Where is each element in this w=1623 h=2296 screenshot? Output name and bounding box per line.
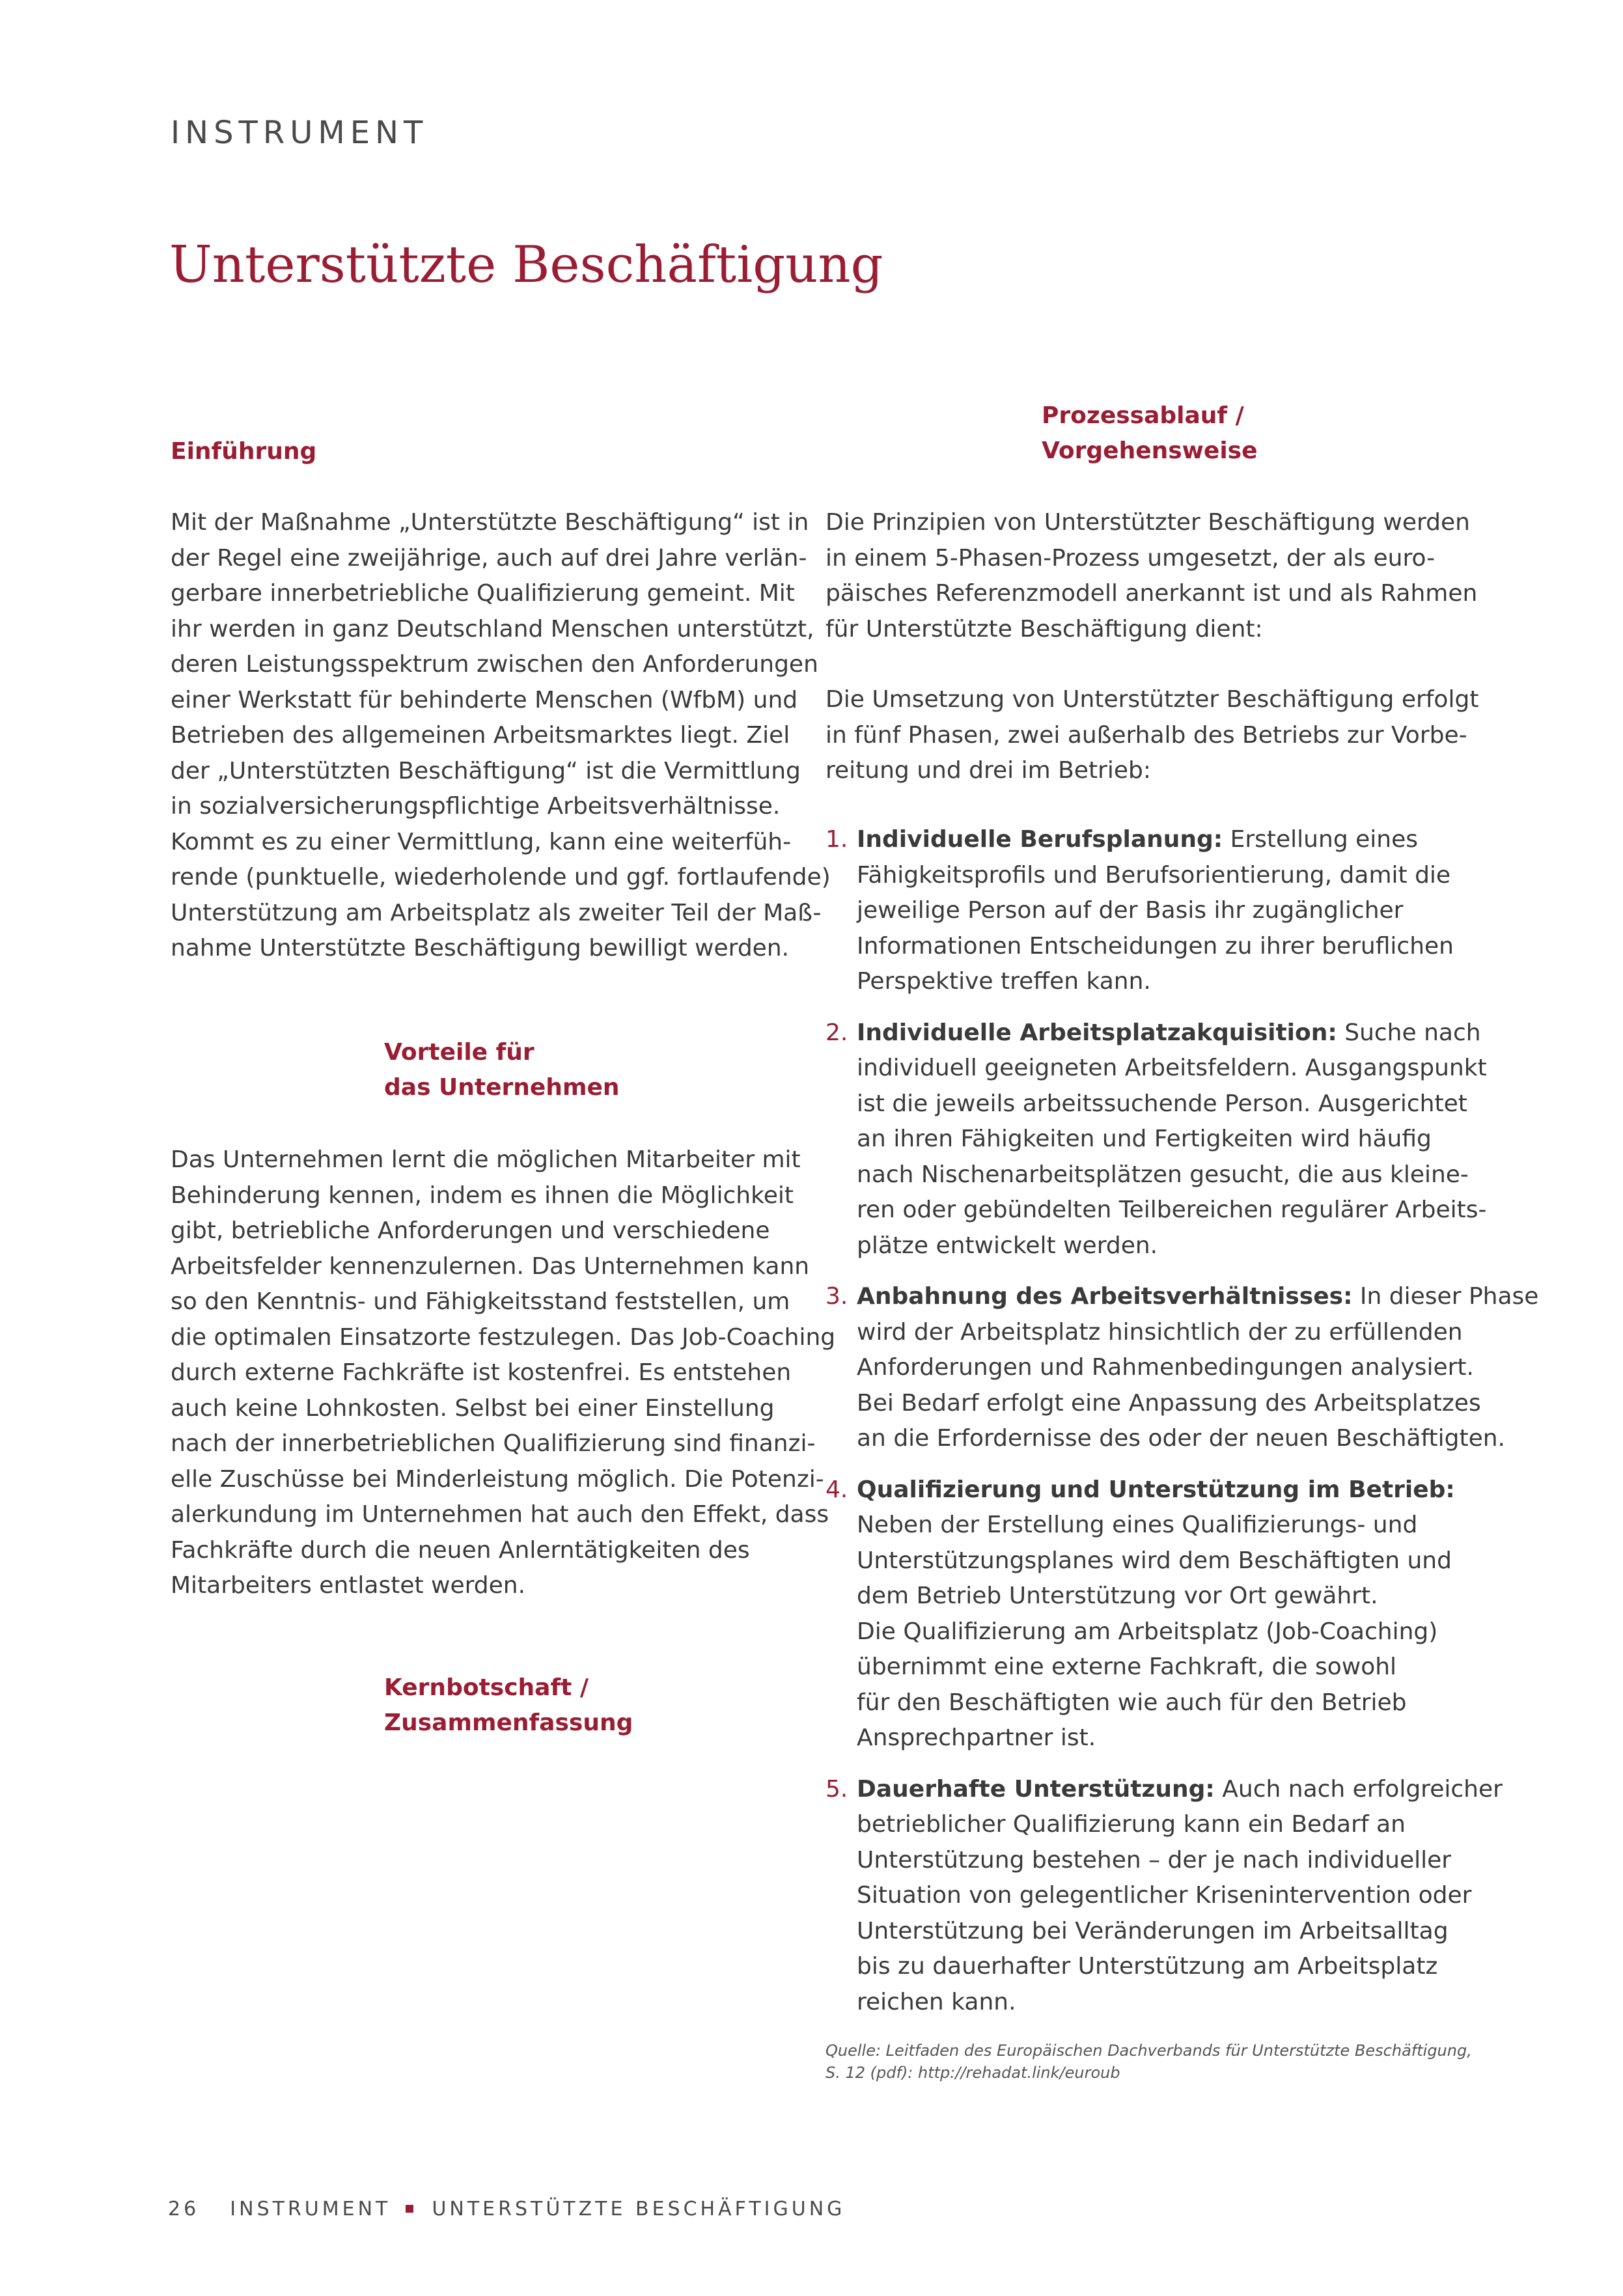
phase-first-line (857, 1016, 1481, 1051)
phase-title: Anbahnung des Arbeitsverhältnisses: (857, 1283, 1353, 1310)
section-kicker: INSTRUMENT (171, 115, 428, 151)
phase-text-line: Perspektive treffen kann. (857, 968, 1151, 995)
square-bullet-icon (406, 2205, 413, 2213)
heading-line: das Unternehmen (384, 1074, 620, 1101)
advantages-heading (384, 1035, 620, 1105)
process-phases-paragraph (825, 682, 1478, 789)
paragraph-line: gerbare innerbetriebliche Qualifizierung gemeint. Mit (171, 580, 795, 607)
paragraph-line: reitung und drei im Betrieb: (825, 757, 1151, 784)
paragraph-line: deren Leistungsspektrum zwischen den Anforderungen (171, 651, 818, 678)
phase-title: Individuelle Berufsplanung: (857, 826, 1223, 853)
phase-text-line: jeweilige Person auf der Basis ihr zugänglicher (857, 897, 1404, 924)
paragraph-line: in fünf Phasen, zwei außerhalb des Betriebs zur Vorbe- (825, 721, 1467, 749)
heading-line: Zusammenfassung (384, 1709, 633, 1736)
phase-number: 4. (825, 1476, 848, 1503)
phase-text-line: plätze entwickelt werden. (857, 1232, 1158, 1259)
phase-text-line: Unterstützung bei Veränderungen im Arbeitsalltag (857, 1917, 1449, 1944)
paragraph-line: Die Prinzipien von Unterstützter Beschäftigung werden (825, 509, 1470, 536)
paragraph-line: Unterstützung am Arbeitsplatz als zweiter Teil der Maß- (171, 899, 822, 926)
paragraph-line: für Unterstützte Beschäftigung dient: (825, 615, 1263, 643)
paragraph-line: alerkundung im Unternehmen hat auch den Effekt, dass (171, 1501, 829, 1528)
paragraph-line: durch externe Fachkräfte ist kostenfrei. Es entstehen (171, 1359, 792, 1386)
paragraph-line: Mitarbeiters entlastet werden. (171, 1572, 526, 1599)
phase-text-line: individuell geeigneten Arbeitsfeldern. Ausgangspunkt (857, 1055, 1487, 1081)
paragraph-line: in einem 5-Phasen-Prozess umgesetzt, der als euro- (825, 544, 1436, 572)
source-line: Quelle: Leitfaden des Europäischen Dachverbands für Unterstützte Beschäftigung, (825, 2041, 1472, 2060)
paragraph-line: nach der innerbetrieblichen Qualifizierung sind finanzi- (171, 1430, 816, 1457)
phase-item (825, 1473, 1477, 1756)
heading-line: Prozessablauf / (1042, 402, 1244, 429)
phase-title: Individuelle Arbeitsplatzakquisition: (857, 1019, 1337, 1046)
paragraph-line: der Regel eine zweijährige, auch auf drei Jahre verlän- (171, 544, 807, 572)
phase-first-line (857, 822, 1477, 858)
phase-text-line: Unterstützung bestehen – der je nach individueller (857, 1846, 1452, 1874)
heading-line: Vorteile für (384, 1039, 534, 1066)
phase-text-line: nach Nischenarbeitsplätzen gesucht, die aus kleine- (857, 1161, 1469, 1188)
paragraph-line: Betrieben des allgemeinen Arbeitsmarktes liegt. Ziel (171, 722, 790, 749)
phase-number: 1. (825, 826, 848, 853)
paragraph-line: Mit der Maßnahme „Unterstützte Beschäftigung“ ist in (171, 509, 809, 536)
phase-title: Qualifizierung und Unterstützung im Betrieb: (857, 1476, 1455, 1503)
paragraph-line: so den Kenntnis- und Fähigkeitsstand feststellen, um (171, 1288, 790, 1315)
phase-text-line: für den Beschäftigten wie auch für den Betrieb (857, 1689, 1407, 1716)
phase-text-line: ren oder gebündelten Teilbereichen regulärer Arbeits- (857, 1196, 1487, 1223)
phase-item (825, 822, 1477, 1000)
paragraph-line: in sozialversicherungspflichtige Arbeitsverhältnisse. (171, 793, 781, 820)
paragraph-line: Fachkräfte durch die neuen Anlerntätigkeiten des (171, 1536, 750, 1564)
phase-item (825, 1772, 1503, 2021)
phase-text-line: wird der Arbeitsplatz hinsichtlich der zu erfüllenden (857, 1318, 1463, 1346)
phase-text-line: Fähigkeitsprofils und Berufsorientierung, damit die (857, 861, 1451, 889)
heading-line: Kernbotschaft / (384, 1674, 589, 1701)
footer-section: INSTRUMENT (230, 2198, 391, 2220)
paragraph-line: Arbeitsfelder kennenzulernen. Das Unternehmen kann (171, 1252, 810, 1280)
phase-text-line: Informationen Entscheidungen zu ihrer beruflichen (857, 932, 1454, 960)
paragraph-line: Kommt es zu einer Vermittlung, kann eine weiterfüh- (171, 828, 792, 855)
process-intro-paragraph (825, 505, 1477, 647)
phase-text-line: Unterstützungsplanes wird dem Beschäftigten und (857, 1547, 1452, 1574)
advantages-paragraph (171, 1142, 835, 1604)
phase-list (825, 822, 1539, 2036)
paragraph-line: nahme Unterstützte Beschäftigung bewilligt werden. (171, 935, 790, 961)
paragraph-line: elle Zuschüsse bei Minderleistung möglich. Die Potenzi- (171, 1465, 824, 1493)
paragraph-line: päisches Referenzmodell anerkannt ist und als Rahmen (825, 580, 1478, 607)
source-note (825, 2040, 1472, 2084)
phase-text-line: bis zu dauerhafter Unterstützung am Arbeitsplatz (857, 1953, 1438, 1980)
phase-text-line: betrieblicher Qualifizierung kann ein Bedarf an (857, 1811, 1406, 1838)
phase-text: Suche nach (1337, 1019, 1481, 1046)
phase-first-line (857, 1772, 1503, 1808)
phase-number: 2. (825, 1019, 848, 1046)
phase-text-line: Bei Bedarf erfolgt eine Anpassung des Arbeitsplatzes (857, 1389, 1481, 1417)
phase-title: Dauerhafte Unterstützung: (857, 1775, 1215, 1803)
paragraph-line: der „Unterstützten Beschäftigung“ ist die Vermittlung (171, 757, 801, 784)
heading-line: Vorgehensweise (1042, 437, 1258, 464)
phase-text-line: an ihren Fähigkeiten und Fertigkeiten wird häufig (857, 1126, 1432, 1152)
phase-text-line: Ansprechpartner ist. (857, 1724, 1096, 1751)
phase-text-line: ist die jeweils arbeitssuchende Person. Ausgerichtet (857, 1090, 1467, 1117)
core-message-heading (384, 1670, 633, 1741)
phase-text-line: reichen kann. (857, 1988, 1016, 2015)
phase-text: Erstellung eines (1223, 826, 1418, 853)
phase-text-line: übernimmt eine externe Fachkraft, die sowohl (857, 1653, 1397, 1680)
phase-text-line: Die Qualifizierung am Arbeitsplatz (Job-Coaching) (857, 1618, 1438, 1645)
source-line: S. 12 (pdf): http://rehadat.link/euroub (825, 2064, 1120, 2082)
phase-item (825, 1016, 1487, 1264)
phase-first-line (857, 1279, 1539, 1315)
phase-text-line: Anforderungen und Rahmenbedingungen analysiert. (857, 1354, 1474, 1381)
phase-text-line: dem Betrieb Unterstützung vor Ort gewährt. (857, 1583, 1378, 1609)
footer-topic: UNTERSTÜTZTE BESCHÄFTIGUNG (432, 2198, 846, 2220)
intro-paragraph (171, 505, 831, 967)
intro-heading: Einführung (171, 438, 317, 465)
paragraph-line: gibt, betriebliche Anforderungen und verschiedene (171, 1217, 770, 1244)
page-number: 26 (168, 2198, 200, 2220)
paragraph-line: ihr werden in ganz Deutschland Menschen unterstützt, (171, 615, 814, 643)
paragraph-line: Die Umsetzung von Unterstützter Beschäftigung erfolgt (825, 686, 1479, 713)
phase-text-line: Situation von gelegentlicher Krisenintervention oder (857, 1882, 1472, 1909)
paragraph-line: Behinderung kennen, indem es ihnen die Möglichkeit (171, 1182, 794, 1209)
phase-first-line (857, 1473, 1477, 1508)
phase-text: In dieser Phase (1352, 1283, 1539, 1310)
phase-number: 5. (825, 1775, 848, 1803)
page-footer (168, 2198, 845, 2220)
phase-number: 3. (825, 1283, 848, 1310)
phase-text-line: Neben der Erstellung eines Qualifizierungs- und (857, 1512, 1418, 1538)
page-title: Unterstützte Beschäftigung (169, 236, 883, 294)
phase-text: Auch nach erfolgreicher (1214, 1775, 1503, 1803)
paragraph-line: die optimalen Einsatzorte festzulegen. Das Job-Coaching (171, 1323, 836, 1351)
paragraph-line: einer Werkstatt für behinderte Menschen (WfbM) und (171, 686, 798, 713)
paragraph-line: auch keine Lohnkosten. Selbst bei einer Einstellung (171, 1394, 775, 1422)
process-heading (1042, 398, 1258, 469)
phase-text-line: an die Erfordernisse des oder der neuen Beschäftigten. (857, 1425, 1505, 1452)
paragraph-line: Das Unternehmen lernt die möglichen Mitarbeiter mit (171, 1146, 801, 1173)
paragraph-line: rende (punktuelle, wiederholende und ggf. fortlaufende) (171, 864, 831, 891)
phase-item (825, 1279, 1539, 1457)
